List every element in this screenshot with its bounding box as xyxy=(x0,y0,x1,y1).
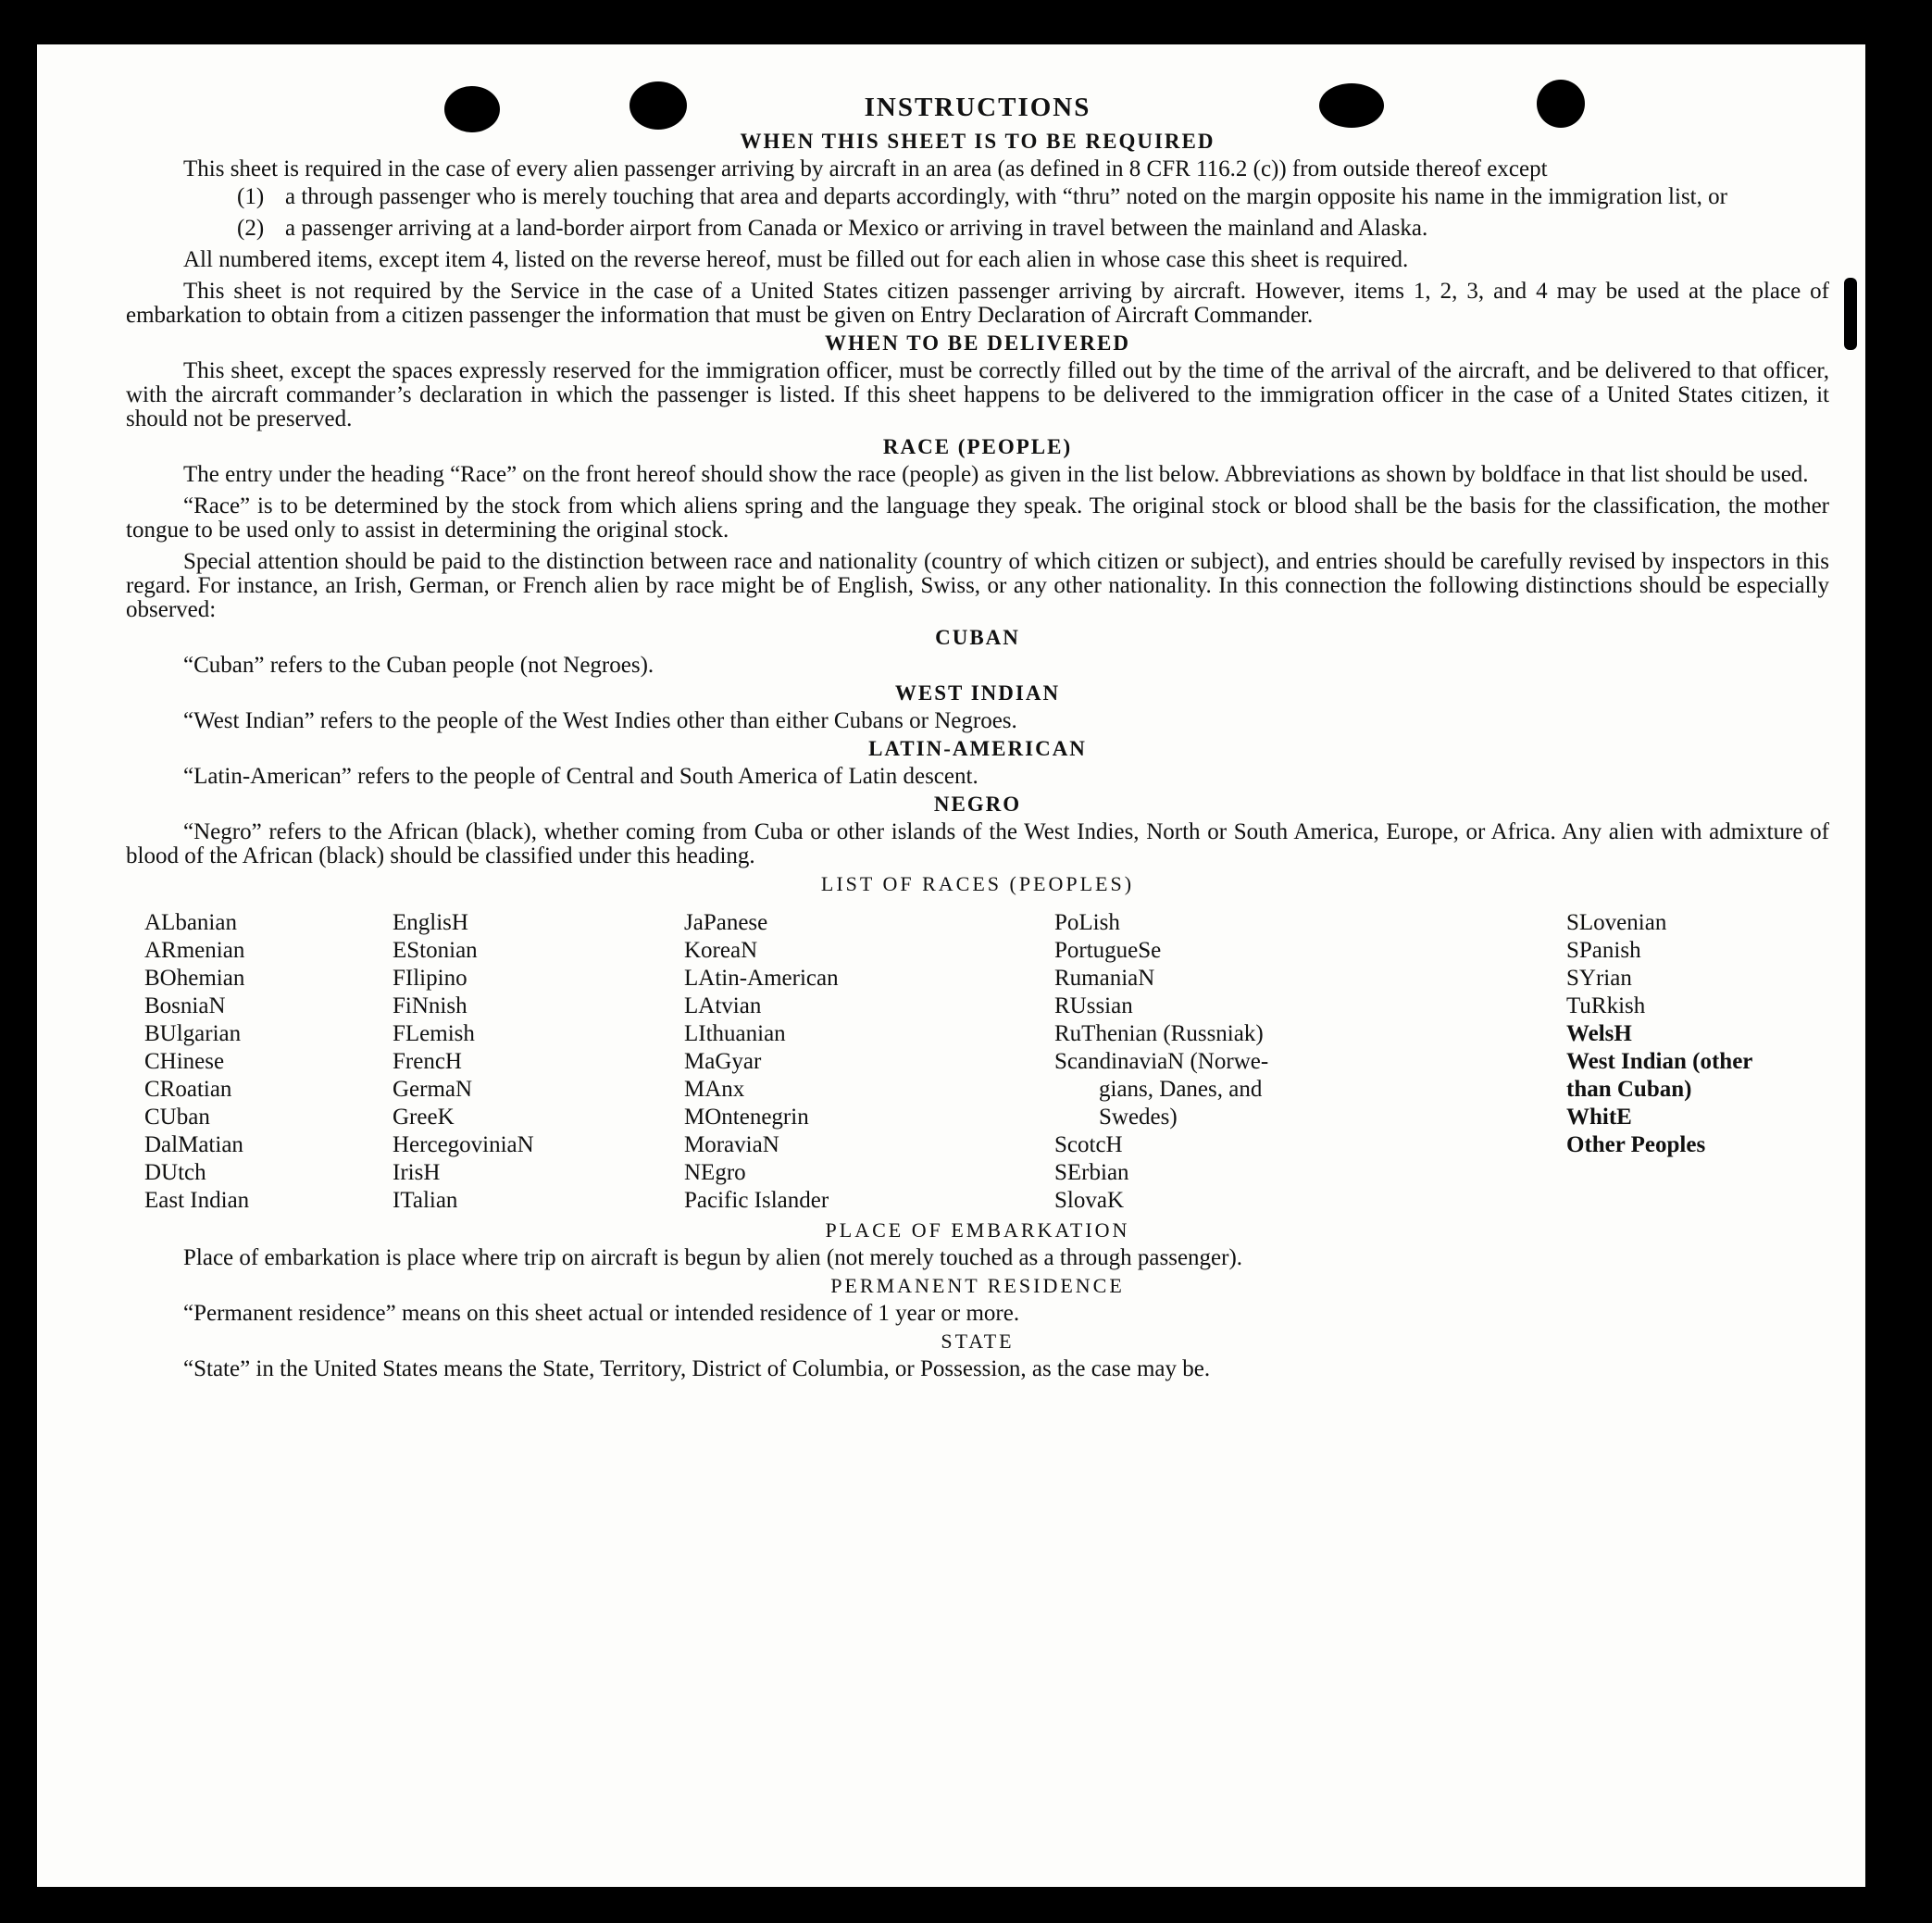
race-entry: WelsH xyxy=(1566,1021,1632,1046)
paragraph: This sheet is required in the case of every alien passenger arriving by aircraft in an area (as defined in 8 CFR 116.2 (c)) from outside thereof except xyxy=(183,156,1548,181)
paragraph: “West Indian” refers to the people of the West Indies other than either Cubans or Negroes. xyxy=(183,708,1017,733)
race-entry: East Indian xyxy=(144,1188,250,1213)
race-entry: MoraviaN xyxy=(684,1132,779,1157)
race-column xyxy=(144,909,393,1215)
paragraph: “Permanent residence” means on this sheet actual or intended residence of 1 year or more. xyxy=(183,1301,1020,1326)
race-entry: Swedes) xyxy=(1099,1105,1178,1130)
section-heading: NEGRO xyxy=(933,793,1022,816)
race-entry: CRoatian xyxy=(144,1077,232,1102)
race-entry: ALbanian xyxy=(144,910,237,935)
race-entry: WhitE xyxy=(1566,1105,1632,1130)
section-heading: WHEN TO BE DELIVERED xyxy=(825,331,1130,355)
race-column xyxy=(393,909,684,1215)
race-entry: GermaN xyxy=(393,1077,473,1102)
race-entry: EnglisH xyxy=(393,910,468,935)
paragraph: “Race” is to be determined by the stock from which aliens spring and the language they speak. The original stock or blood shall be the basis for the classification, the mother tongue to be used only to assist in determining the original stock. xyxy=(126,493,1829,543)
paragraph: Place of embarkation is place where trip on aircraft is begun by alien (not merely touched as a through passenger). xyxy=(183,1245,1243,1270)
race-entry: ITalian xyxy=(393,1188,458,1213)
race-column xyxy=(1054,909,1566,1215)
list-item xyxy=(237,185,1829,209)
race-entry: Pacific Islander xyxy=(684,1188,829,1213)
race-entry: GreeK xyxy=(393,1105,455,1130)
paragraph: All numbered items, except item 4, listed on the reverse hereof, must be filled out for each alien in whose case this sheet is required. xyxy=(183,247,1409,272)
race-entry: Other Peoples xyxy=(1566,1132,1706,1157)
race-entry: LIthuanian xyxy=(684,1021,786,1046)
race-entry: EStonian xyxy=(393,938,478,963)
document-sheet xyxy=(37,44,1865,1887)
list-number: (1) xyxy=(237,184,265,209)
race-entry: DUtch xyxy=(144,1160,206,1185)
race-list xyxy=(144,909,1829,1215)
race-column xyxy=(1566,909,1807,1215)
race-entry: MAnx xyxy=(684,1077,745,1102)
race-entry: HercegoviniaN xyxy=(393,1132,534,1157)
race-entry: JaPanese xyxy=(684,910,768,935)
race-entry: CHinese xyxy=(144,1049,225,1074)
paragraph: This sheet is not required by the Service in the case of a United States citizen passenger arriving by aircraft. However, items 1, 2, 3, and 4 may be used at the place of embarkation to obtain from a citizen passenger the information that must be given on Entry Declaration of Aircraft Commander. xyxy=(126,279,1829,328)
race-entry: SPanish xyxy=(1566,938,1641,963)
paragraph: Special attention should be paid to the distinction between race and nationality (country of which citizen or subject), and entries should be carefully revised by inspectors in this regard. For instance, an Irish, German, or French alien by race might be of English, Swiss, or any other nationality. In this connection the following distinctions should be especially observed: xyxy=(126,549,1829,622)
race-entry: West Indian (other xyxy=(1566,1049,1753,1074)
race-entry: RumaniaN xyxy=(1054,966,1155,991)
race-entry: KoreaN xyxy=(684,938,758,963)
race-column xyxy=(684,909,1054,1215)
section-heading: RACE (PEOPLE) xyxy=(882,435,1073,458)
section-heading: LATIN-AMERICAN xyxy=(868,737,1087,760)
race-entry: ScotcH xyxy=(1054,1132,1123,1157)
page-title: INSTRUCTIONS xyxy=(864,93,1091,122)
race-entry: BOhemian xyxy=(144,966,245,991)
race-entry: FiNnish xyxy=(393,993,467,1018)
race-entry: SLovenian xyxy=(1566,910,1667,935)
race-entry: LAtvian xyxy=(684,993,762,1018)
ink-mark xyxy=(1844,278,1857,350)
race-entry: FIlipino xyxy=(393,966,467,991)
race-entry: FLemish xyxy=(393,1021,475,1046)
instructions-content xyxy=(126,89,1829,1381)
race-entry: ARmenian xyxy=(144,938,245,963)
race-entry: than Cuban) xyxy=(1566,1077,1692,1102)
race-entry: PortugueSe xyxy=(1054,938,1162,963)
race-entry: MOntenegrin xyxy=(684,1105,809,1130)
race-entry: SlovaK xyxy=(1054,1188,1124,1213)
section-heading: WHEN THIS SHEET IS TO BE REQUIRED xyxy=(740,130,1215,153)
section-heading: CUBAN xyxy=(935,626,1020,649)
race-entry: RuThenian (Russniak) xyxy=(1054,1021,1264,1046)
list-number: (2) xyxy=(237,216,265,241)
paragraph: “State” in the United States means the State, Territory, District of Columbia, or Possession, as the case may be. xyxy=(183,1356,1211,1381)
paragraph: “Negro” refers to the African (black), whether coming from Cuba or other islands of the West Indies, North or South America, Europe, or Africa. Any alien with admixture of blood of the African (black) should be classified under this heading. xyxy=(126,819,1829,868)
race-entry: BosniaN xyxy=(144,993,226,1018)
paragraph: This sheet, except the spaces expressly reserved for the immigration officer, must be correctly filled out by the time of the arrival of the aircraft, and be delivered to that officer, with the aircraft commander’s declaration in which the passenger is listed. If this sheet happens to be delivered to the immigration officer in the case of a United States citizen, it should not be preserved. xyxy=(126,358,1829,431)
race-entry: SYrian xyxy=(1566,966,1632,991)
race-entry: FrencH xyxy=(393,1049,462,1074)
section-heading: STATE xyxy=(941,1330,1015,1353)
race-entry: gians, Danes, and xyxy=(1099,1077,1263,1102)
section-heading: PERMANENT RESIDENCE xyxy=(830,1274,1125,1297)
list-item xyxy=(237,217,1829,241)
race-entry: PoLish xyxy=(1054,910,1120,935)
race-entry: CUban xyxy=(144,1105,210,1130)
race-entry: IrisH xyxy=(393,1160,441,1185)
race-entry: NEgro xyxy=(684,1160,746,1185)
race-entry: LAtin-American xyxy=(684,966,839,991)
race-entry: DalMatian xyxy=(144,1132,243,1157)
list-text: a through passenger who is merely touching that area and departs accordingly, with “thru” noted on the margin opposite his name in the immigration list, or xyxy=(285,184,1727,209)
race-entry: MaGyar xyxy=(684,1049,762,1074)
paragraph: “Cuban” refers to the Cuban people (not Negroes). xyxy=(183,653,654,678)
section-heading: WEST INDIAN xyxy=(894,681,1061,705)
paragraph: “Latin-American” refers to the people of Central and South America of Latin descent. xyxy=(183,764,978,789)
race-entry: SErbian xyxy=(1054,1160,1129,1185)
race-entry: TuRkish xyxy=(1566,993,1646,1018)
race-entry: ScandinaviaN (Norwe- xyxy=(1054,1049,1269,1074)
section-heading: LIST OF RACES (PEOPLES) xyxy=(820,872,1135,895)
race-entry: BUlgarian xyxy=(144,1021,242,1046)
paragraph: The entry under the heading “Race” on the front hereof should show the race (people) as given in the list below. Abbreviations as shown by boldface in that list should be used. xyxy=(183,462,1809,487)
race-entry: RUssian xyxy=(1054,993,1133,1018)
section-heading: PLACE OF EMBARKATION xyxy=(825,1218,1130,1242)
list-text: a passenger arriving at a land-border airport from Canada or Mexico or arriving in travel between the mainland and Alaska. xyxy=(285,216,1428,241)
